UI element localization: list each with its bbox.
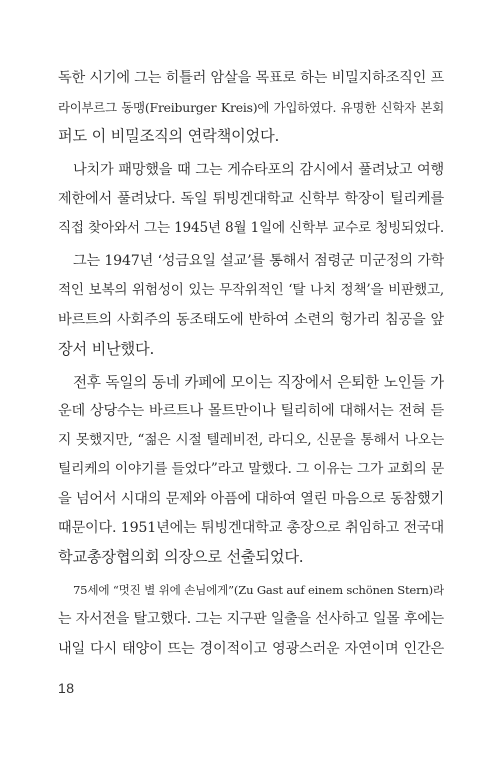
text-line: 퍼도 이 비밀조직의 연락책이었다. [58,127,280,146]
text-line: 75세에 “멋진 별 위에 손님에게”(Zu Gast auf einem schönen Stern)라 [73,583,444,598]
text-line: 을 넘어서 시대의 문제와 아픔에 대하여 열린 마음으로 동참했기 [58,490,444,507]
paragraph [58,64,444,152]
paragraph [58,576,444,664]
text-line: 학교총장협의회 의장으로 선출되었다. [58,548,304,566]
text-line: 적인 보복의 위험성이 있는 무작위적인 ‘탈 나치 정책’을 비판했고, [58,282,444,299]
text-line: 직접 찾아와서 그는 1945년 8월 1일에 신학부 교수로 청빙되었다. [58,219,444,236]
text-line: 독한 시기에 그는 히틀러 암살을 목표로 하는 비밀지하조직인 프 [58,70,444,86]
text-line: 그는 1947년 ‘성금요일 설교’를 통해서 점령군 미군정의 가학 [73,253,444,270]
text-line: 운데 상당수는 바르트나 몰트만이나 틸리히에 대해서는 전혀 듣 [58,403,444,420]
paragraph [58,368,444,572]
text-line: 틸리케의 이야기를 들었다”라고 말했다. 그 이유는 그가 교회의 문 [58,461,444,478]
text-line: 는 자서전을 탈고했다. 그는 지구판 일출을 선사하고 일몰 후에는 [58,611,444,628]
text-line: 전후 독일의 동네 카페에 모이는 직장에서 은퇴한 노인들 가 [73,373,444,391]
text-line: 내일 다시 태양이 뜨는 경이적이고 영광스러운 자연이며 인간은 [58,640,444,657]
page-number: 18 [58,680,75,696]
text-line: 바르트의 사회주의 동조태도에 반하여 소련의 헝가리 침공을 앞 [58,311,444,328]
body-text [58,64,444,664]
paragraph [58,247,444,364]
text-line: 때문이다. 1951년에는 튀빙겐대학교 총장으로 취임하고 전국대 [58,519,444,536]
text-line: 제한에서 풀려났다. 독일 튀빙겐대학교 신학부 학장이 틸리케를 [58,190,444,207]
text-line: 라이부르그 동맹(Freiburger Kreis)에 가입하였다. 유명한 신학자 본회 [58,100,444,116]
text-line: 지 못했지만, “젊은 시절 텔레비전, 라디오, 신문을 통해서 나오는 [58,432,444,449]
text-line: 장서 비난했다. [58,339,155,358]
paragraph [58,156,444,244]
text-line: 나치가 패망했을 때 그는 게슈타포의 감시에서 풀려났고 여행 [73,161,444,178]
